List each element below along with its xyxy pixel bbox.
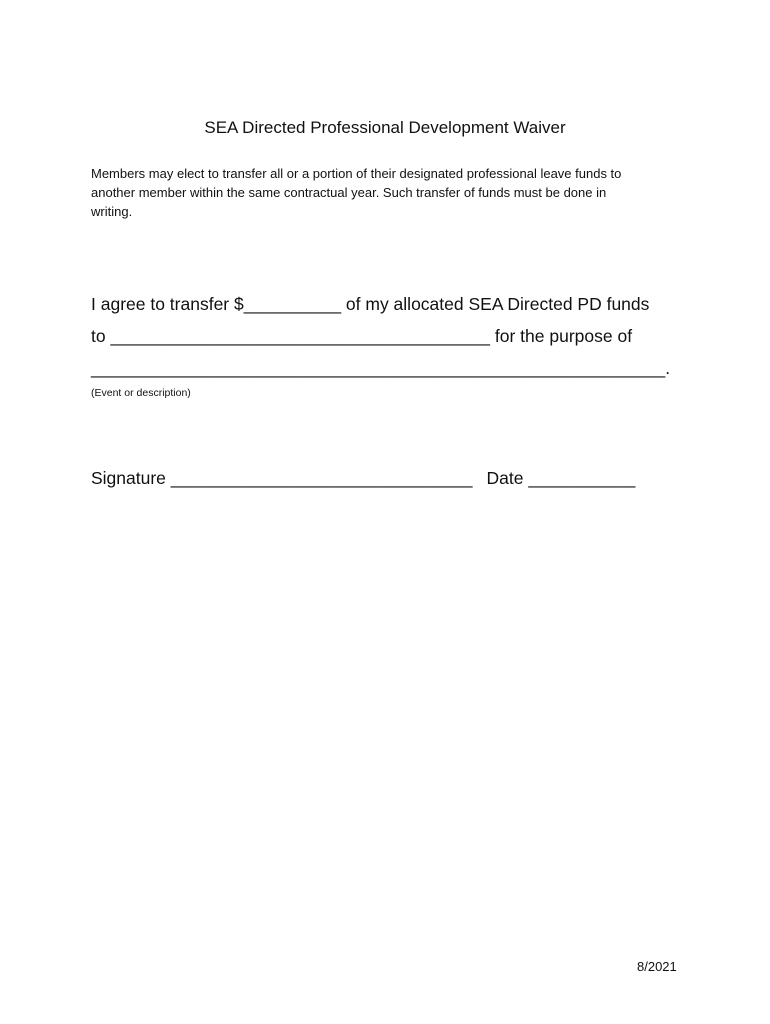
date-field[interactable]: Date ___________ (486, 468, 636, 488)
intro-line: another member within the same contractual year. Such transfer of funds must be done in (91, 185, 607, 200)
intro-paragraph (91, 164, 691, 221)
document-title: SEA Directed Professional Development Waiver (204, 118, 566, 137)
signature-field[interactable]: Signature _______________________________ (91, 468, 473, 488)
signature-row (91, 467, 635, 489)
purpose-caption: (Event or description) (91, 387, 191, 399)
transfer-purpose-line[interactable]: ___________________________________________________________. (91, 358, 671, 378)
intro-line: writing. (91, 204, 133, 219)
transfer-amount-line[interactable]: I agree to transfer $__________ of my allocated SEA Directed PD funds (91, 294, 650, 314)
revision-date: 8/2021 (637, 959, 677, 974)
intro-line: Members may elect to transfer all or a portion of their designated professional leave funds to (91, 166, 622, 181)
transfer-recipient-line[interactable]: to _______________________________________ for the purpose of (91, 326, 633, 346)
